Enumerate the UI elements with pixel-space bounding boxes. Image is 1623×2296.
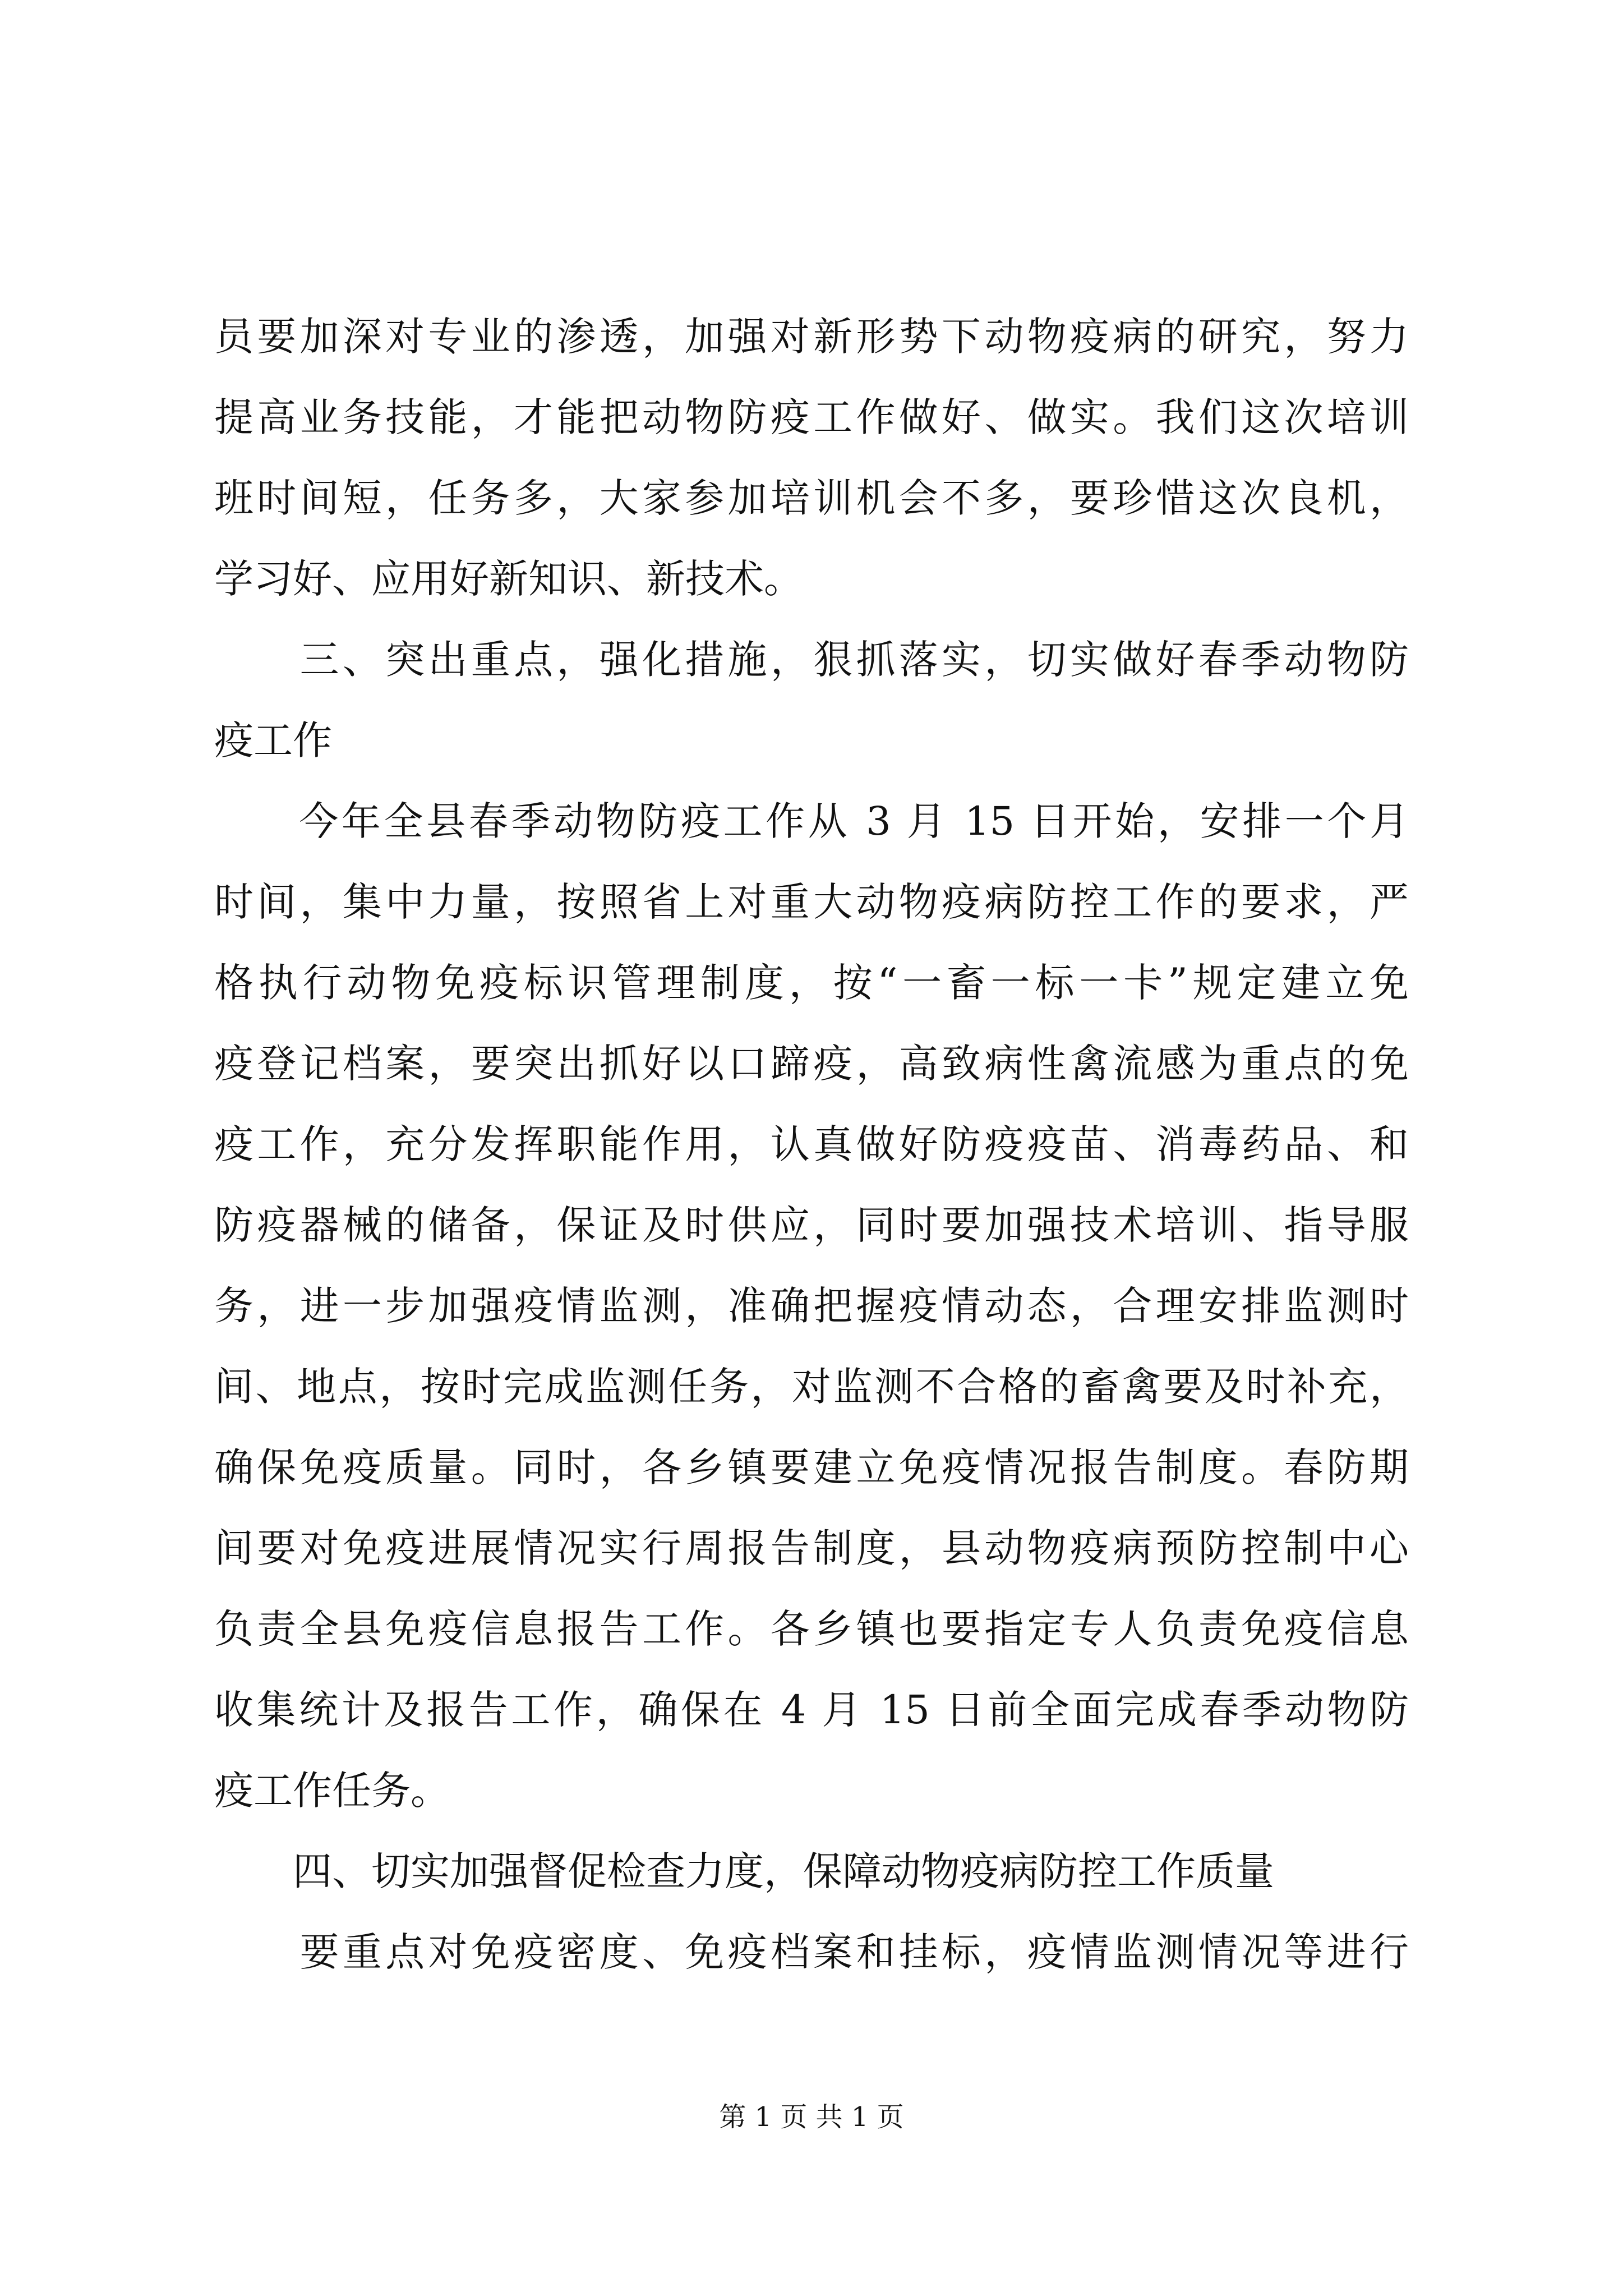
text-line: 学习好、应用好新知识、新技术。 xyxy=(214,556,803,602)
section-heading-line: 四、切实加强督促检查力度，保障动物疫病防控工作质量 xyxy=(214,1848,1274,1894)
text-line: 要重点对免疫密度、免疫档案和挂标，疫情监测情况等进行 xyxy=(214,1929,1409,1975)
text-line: 格执行动物免疫标识管理制度，按“一畜一标一卡”规定建立免 xyxy=(214,960,1409,1006)
text-line: 今年全县春季动物防疫工作从 3 月 15 日开始，安排一个月 xyxy=(214,798,1409,844)
section-heading-line: 三、突出重点，强化措施，狠抓落实，切实做好春季动物防 xyxy=(214,637,1409,683)
text-line: 班时间短，任务多，大家参加培训机会不多，要珍惜这次良机， xyxy=(214,475,1409,521)
text-line: 提高业务技能，才能把动物防疫工作做好、做实。我们这次培训 xyxy=(214,394,1409,440)
page-number-footer: 第 1 页 共 1 页 xyxy=(719,2101,904,2133)
text-line: 负责全县免疫信息报告工作。各乡镇也要指定专人负责免疫信息 xyxy=(214,1606,1409,1652)
text-line: 收集统计及报告工作，确保在 4 月 15 日前全面完成春季动物防 xyxy=(214,1687,1409,1733)
text-line: 疫工作任务。 xyxy=(214,1768,450,1814)
text-line: 时间，集中力量，按照省上对重大动物疫病防控工作的要求，严 xyxy=(214,879,1409,925)
text-line: 务，进一步加强疫情监测，准确把握疫情动态，合理安排监测时 xyxy=(214,1283,1409,1329)
body-text xyxy=(214,296,1409,1993)
section-heading-line: 疫工作 xyxy=(214,717,332,763)
text-line: 疫工作，充分发挥职能作用，认真做好防疫疫苗、消毒药品、和 xyxy=(214,1121,1409,1167)
text-line: 防疫器械的储备，保证及时供应，同时要加强技术培训、指导服 xyxy=(214,1202,1409,1248)
text-line: 确保免疫质量。同时，各乡镇要建立免疫情况报告制度。春防期 xyxy=(214,1444,1409,1490)
text-line: 间、地点，按时完成监测任务，对监测不合格的畜禽要及时补充， xyxy=(214,1364,1409,1410)
text-line: 疫登记档案，要突出抓好以口蹄疫，高致病性禽流感为重点的免 xyxy=(214,1041,1409,1087)
text-line: 员要加深对专业的渗透，加强对新形势下动物疫病的研究，努力 xyxy=(214,314,1409,360)
text-line: 间要对免疫进展情况实行周报告制度，县动物疫病预防控制中心 xyxy=(214,1525,1409,1571)
